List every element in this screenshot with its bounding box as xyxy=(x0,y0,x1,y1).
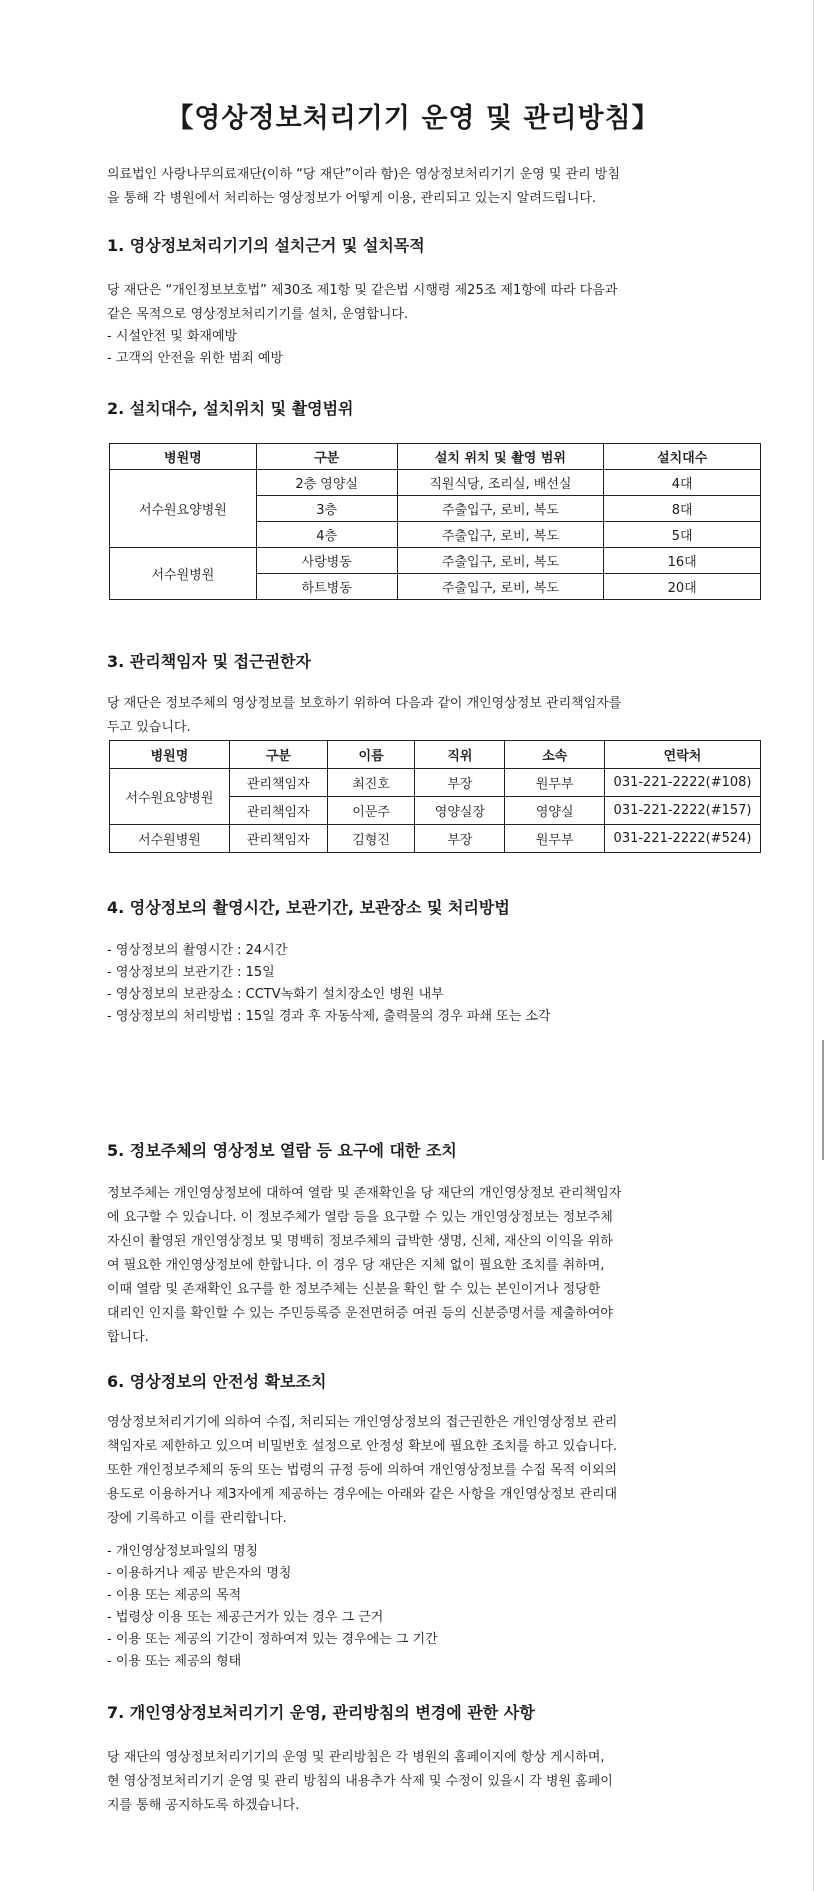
section-7-heading: 7. 개인영상정보처리기기 운영, 관리방침의 변경에 관한 사항 xyxy=(107,1703,535,1722)
section-3-heading: 3. 관리책임자 및 접근권한자 xyxy=(107,652,311,671)
location-cell: 주출입구, 로비, 복도 xyxy=(397,496,604,522)
manager-table xyxy=(109,740,761,853)
section-6-heading: 6. 영상정보의 안전성 확보조치 xyxy=(107,1372,327,1391)
table-header-row xyxy=(110,741,761,769)
section-4-bullets xyxy=(107,940,551,1028)
header-hospital: 병원명 xyxy=(110,444,257,470)
intro-line: 의료법인 사랑나무의료재단(이하 “당 재단”이라 함)은 영상정보처리기기 운영 및 관리 방침 xyxy=(107,167,620,182)
bullet-item: - 이용 또는 제공의 목적 xyxy=(107,1588,242,1603)
paragraph-line: 장에 기록하고 이를 관리합니다. xyxy=(107,1511,287,1526)
paragraph-line: 당 재단은 “개인정보보호법” 제30조 제1항 및 같은법 시행령 제25조 제1항에 따라 다음과 xyxy=(107,283,618,298)
table-row xyxy=(110,825,761,853)
count-cell: 16대 xyxy=(604,548,761,574)
paragraph-line: 두고 있습니다. xyxy=(107,720,191,735)
count-cell: 5대 xyxy=(604,522,761,548)
paragraph-line: 정보주체는 개인영상정보에 대하여 열람 및 존재확인을 당 재단의 개인영상정보 관리책임자 xyxy=(107,1186,622,1201)
header-count: 설치대수 xyxy=(604,444,761,470)
division-cell: 4층 xyxy=(256,522,397,548)
location-cell: 주출입구, 로비, 복도 xyxy=(397,574,604,600)
division-cell: 사랑병동 xyxy=(256,548,397,574)
paragraph-line: 여 필요한 개인영상정보에 한합니다. 이 경우 당 재단은 지체 없이 필요한 조치를 취하며, xyxy=(107,1258,605,1273)
name-cell: 최진호 xyxy=(327,769,415,797)
location-cell: 주출입구, 로비, 복도 xyxy=(397,548,604,574)
department-cell: 영양실 xyxy=(505,797,605,825)
division-cell: 관리책임자 xyxy=(229,797,327,825)
header-location: 설치 위치 및 촬영 범위 xyxy=(397,444,604,470)
paragraph-line: 또한 개인정보주체의 동의 또는 법령의 규정 등에 의하여 개인영상정보를 수집 목적 이외의 xyxy=(107,1463,618,1478)
paragraph-line: 같은 목적으로 영상정보처리기기를 설치, 운영합니다. xyxy=(107,307,409,322)
count-cell: 8대 xyxy=(604,496,761,522)
section-5-heading: 5. 정보주체의 영상정보 열람 등 요구에 대한 조치 xyxy=(107,1141,457,1160)
department-cell: 원무부 xyxy=(505,825,605,853)
contact-cell: 031-221-2222(#524) xyxy=(605,825,761,853)
header-hospital: 병원명 xyxy=(110,741,230,769)
paragraph-line: 당 재단의 영상정보처리기기의 운영 및 관리방침은 각 병원의 홈페이지에 항상 게시하며, xyxy=(107,1750,605,1765)
section-7-paragraph xyxy=(107,1746,705,1818)
division-cell: 관리책임자 xyxy=(229,769,327,797)
intro-paragraph xyxy=(107,163,705,211)
header-name: 이름 xyxy=(327,741,415,769)
name-cell: 김형진 xyxy=(327,825,415,853)
paragraph-line: 현 영상정보처리기기 운영 및 관리 방침의 내용추가 삭제 및 수정이 있을시 각 병원 홈페이 xyxy=(107,1774,613,1789)
position-cell: 영양실장 xyxy=(415,797,505,825)
bullet-item: - 개인영상정보파일의 명칭 xyxy=(107,1544,259,1559)
name-cell: 이문주 xyxy=(327,797,415,825)
hospital-cell: 서수원병원 xyxy=(110,825,230,853)
header-department: 소속 xyxy=(505,741,605,769)
hospital-cell: 서수원요양병원 xyxy=(110,470,257,548)
paragraph-line: 에 요구할 수 있습니다. 이 정보주체가 열람 등을 요구할 수 있는 개인영상정보는 정보주체 xyxy=(107,1210,613,1225)
paragraph-line: 대리인 인지를 확인할 수 있는 주민등록증 운전면허증 여권 등의 신분증명서를 제출하여야 xyxy=(107,1306,613,1321)
table-row xyxy=(110,548,761,574)
section-4-heading: 4. 영상정보의 촬영시간, 보관기간, 보관장소 및 처리방법 xyxy=(107,898,510,917)
position-cell: 부장 xyxy=(415,825,505,853)
intro-line: 을 통해 각 병원에서 처리하는 영상정보가 어떻게 이용, 관리되고 있는지 알려드립니다. xyxy=(107,191,597,206)
contact-cell: 031-221-2222(#108) xyxy=(605,769,761,797)
count-cell: 4대 xyxy=(604,470,761,496)
header-division: 구분 xyxy=(256,444,397,470)
header-contact: 연락처 xyxy=(605,741,761,769)
scan-edge-mark xyxy=(822,1040,824,1160)
location-cell: 직원식당, 조리실, 배선실 xyxy=(397,470,604,496)
bullet-item: - 영상정보의 촬영시간 : 24시간 xyxy=(107,943,288,958)
cctv-install-table xyxy=(109,443,761,600)
paragraph-line: 영상정보처리기기에 의하여 수집, 처리되는 개인영상정보의 접근권한은 개인영상정보 관리 xyxy=(107,1415,618,1430)
division-cell: 3층 xyxy=(256,496,397,522)
bullet-item: - 영상정보의 처리방법 : 15일 경과 후 자동삭제, 출력물의 경우 파쇄 또는 소각 xyxy=(107,1009,551,1024)
paragraph-line: 자신이 촬영된 개인영상정보 및 명백히 정보주체의 급박한 생명, 신체, 재산의 이익을 위하 xyxy=(107,1234,613,1249)
header-position: 직위 xyxy=(415,741,505,769)
table-header-row xyxy=(110,444,761,470)
count-cell: 20대 xyxy=(604,574,761,600)
section-6-bullets xyxy=(107,1541,438,1673)
section-5-paragraph xyxy=(107,1182,705,1350)
bullet-item: - 고객의 안전을 위한 범죄 예방 xyxy=(107,351,284,366)
table-row xyxy=(110,470,761,496)
section-2-heading: 2. 설치대수, 설치위치 및 촬영범위 xyxy=(107,399,354,418)
section-6-paragraph xyxy=(107,1411,705,1531)
table-row xyxy=(110,769,761,797)
location-cell: 주출입구, 로비, 복도 xyxy=(397,522,604,548)
paragraph-line: 합니다. xyxy=(107,1330,149,1345)
section-1-bullets xyxy=(107,326,283,370)
position-cell: 부장 xyxy=(415,769,505,797)
paragraph-line: 이때 열람 및 존재확인 요구를 한 정보주체는 신분을 확인 할 수 있는 본인이거나 정당한 xyxy=(107,1282,601,1297)
paragraph-line: 책임자로 제한하고 있으며 비밀번호 설정으로 안정성 확보에 필요한 조치를 하고 있습니다. xyxy=(107,1439,618,1454)
bullet-item: - 영상정보의 보관기간 : 15일 xyxy=(107,965,275,980)
bullet-item: - 시설안전 및 화재예방 xyxy=(107,329,238,344)
department-cell: 원무부 xyxy=(505,769,605,797)
paragraph-line: 당 재단은 정보주체의 영상정보를 보호하기 위하여 다음과 같이 개인영상정보 관리책임자를 xyxy=(107,696,622,711)
contact-cell: 031-221-2222(#157) xyxy=(605,797,761,825)
paragraph-line: 용도로 이용하거나 제3자에게 제공하는 경우에는 아래와 같은 사항을 개인영상정보 관리대 xyxy=(107,1487,618,1502)
section-1-paragraph xyxy=(107,279,705,327)
section-1-heading: 1. 영상정보처리기기의 설치근거 및 설치목적 xyxy=(107,236,425,255)
hospital-cell: 서수원요양병원 xyxy=(110,769,230,825)
scan-edge-line xyxy=(813,0,814,1891)
paragraph-line: 지를 통해 공지하도록 하겠습니다. xyxy=(107,1798,300,1813)
bullet-item: - 영상정보의 보관장소 : CCTV녹화기 설치장소인 병원 내부 xyxy=(107,987,444,1002)
document-title: 【영상정보처리기기 운영 및 관리방침】 xyxy=(166,103,660,134)
hospital-cell: 서수원병원 xyxy=(110,548,257,600)
header-division: 구분 xyxy=(229,741,327,769)
bullet-item: - 이용 또는 제공의 형태 xyxy=(107,1654,242,1669)
division-cell: 관리책임자 xyxy=(229,825,327,853)
bullet-item: - 이용하거나 제공 받은자의 명칭 xyxy=(107,1566,292,1581)
division-cell: 2층 영양실 xyxy=(256,470,397,496)
section-3-paragraph xyxy=(107,692,705,740)
division-cell: 하트병동 xyxy=(256,574,397,600)
bullet-item: - 법령상 이용 또는 제공근거가 있는 경우 그 근거 xyxy=(107,1610,384,1625)
bullet-item: - 이용 또는 제공의 기간이 정하여져 있는 경우에는 그 기간 xyxy=(107,1632,438,1647)
